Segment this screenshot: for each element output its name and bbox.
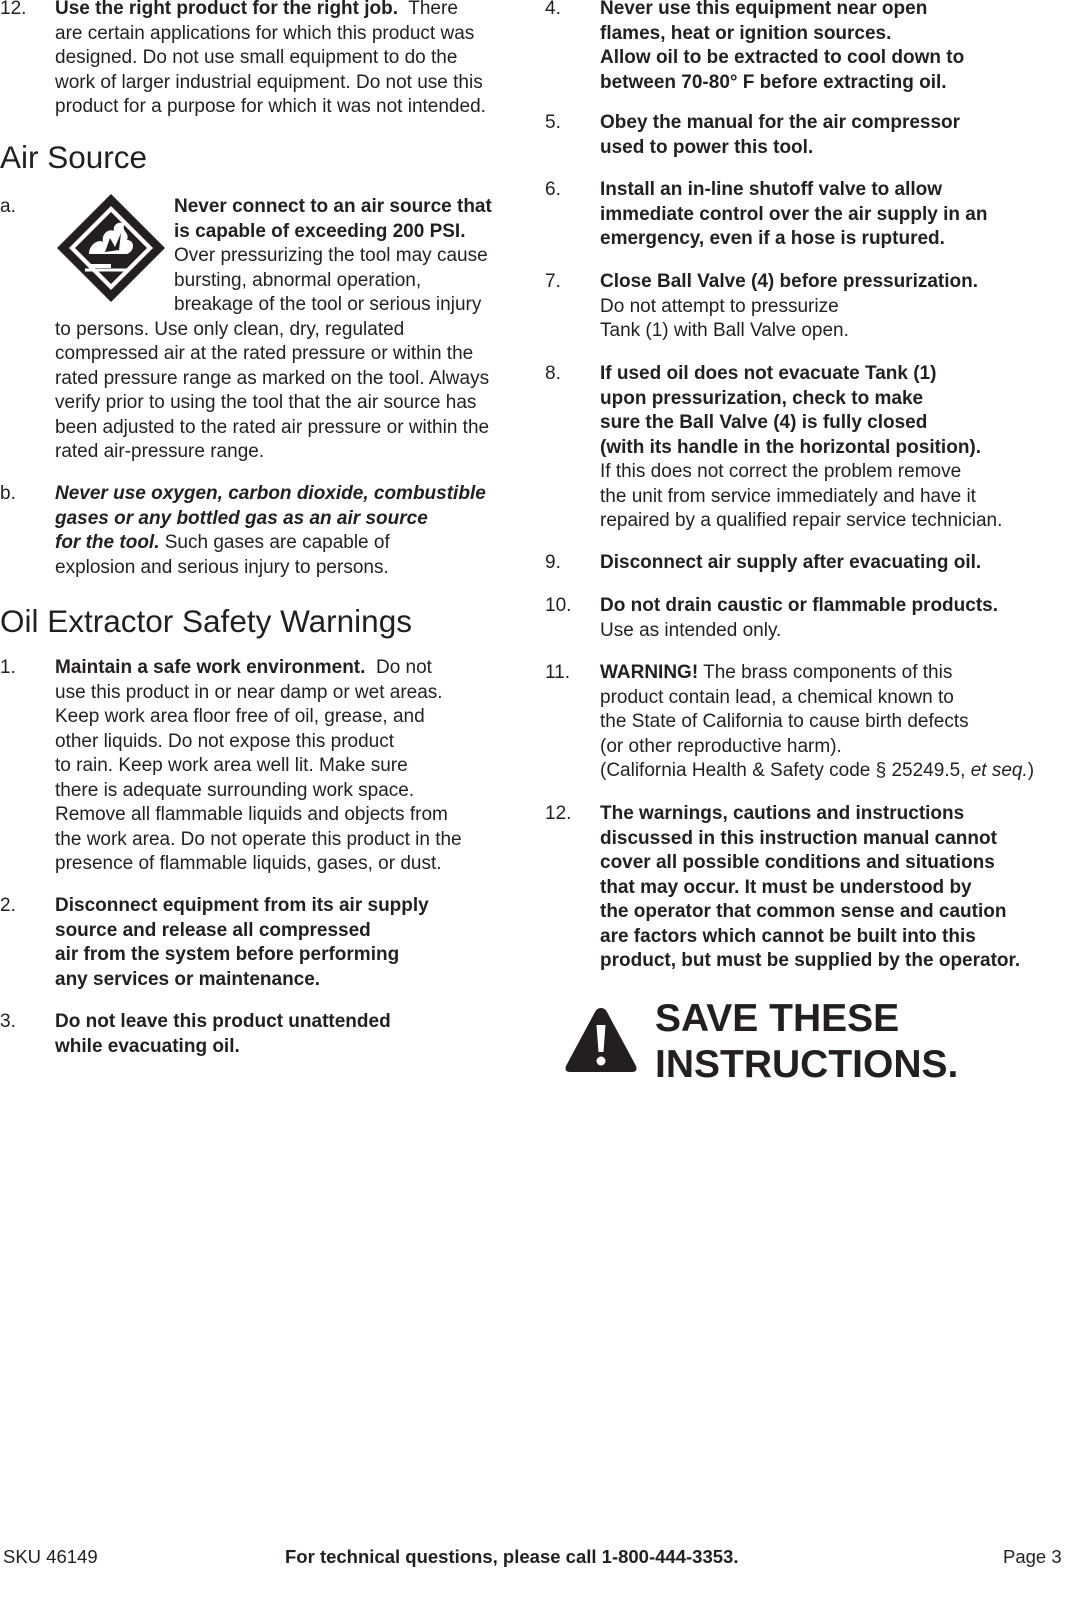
air-source-item-b: b. Never use oxygen, carbon dioxide, combustible gases or any bottled gas as an air source for the tool. Such gases are capable of explosion and serious injury to persons. bbox=[0, 483, 486, 578]
item-number: 7. bbox=[545, 271, 561, 292]
air-source-heading: Air Source bbox=[0, 139, 148, 175]
item-number: 12. bbox=[545, 803, 572, 824]
oil-item-7: 7. Close Ball Valve (4) before pressurization. Do not attempt to pressurize Tank (1) with Ball Valve open. bbox=[545, 271, 979, 341]
item-number: 12. bbox=[0, 0, 27, 19]
item-number: 10. bbox=[545, 595, 572, 616]
flammable-gas-icon bbox=[55, 192, 167, 304]
oil-item-5: 5. Obey the manual for the air compressor used to power this tool. bbox=[545, 112, 961, 158]
oil-item-6: 6. Install an in-line shutoff valve to allow immediate control over the air supply in an emergency, even if a hose is ruptured. bbox=[545, 179, 988, 249]
oil-item-1: 1. Maintain a safe work environment. Do not use this product in or near damp or wet areas. Keep work area floor free of oil, grease, and other liquids. Do not expose this product to rain. Keep work area well lit. Make sure there is adequate surrounding work space. Remove all flammable liquids and objects from the work area. Do not operate this product in the presence of flammable liquids, gases, or dust. bbox=[0, 657, 462, 874]
item-12-right-product: 12. Use the right product for the right job. There are certain applications for which this product was designed. Do not use small equipment to do the work of larger industrial equipment. Do not use this product for a purpose for which it was not intended. bbox=[0, 0, 535, 120]
oil-item-9: 9. Disconnect air supply after evacuating oil. bbox=[545, 551, 1085, 576]
footer-tech-support: For technical questions, please call 1-800-444-3353. bbox=[285, 1546, 739, 1567]
oil-item-12: 12. The warnings, cautions and instructions discussed in this instruction manual cannot cover all possible conditions and situations that may occur. It must be understood by the operator that common sense and caution are factors which cannot be built into this product, but must be supplied by the operator. bbox=[545, 803, 1021, 971]
oil-extractor-heading: Oil Extractor Safety Warnings bbox=[0, 603, 412, 639]
item-number: 8. bbox=[545, 363, 561, 384]
air-source-a-text-top: Never connect to an air source that is capable of exceeding 200 PSI. Over pressurizing the tool may cause bursting, abnormal operation, breakage of the tool or serious injury bbox=[174, 196, 492, 315]
item-letter: b. bbox=[0, 483, 16, 504]
item-number: 3. bbox=[0, 1011, 16, 1032]
oil-item-2: 2. Disconnect equipment from its air supply source and release all compressed air from the system before performing any services or maintenance. bbox=[0, 895, 429, 990]
save-instructions-title: SAVE THESE INSTRUCTIONS. bbox=[655, 997, 959, 1086]
item-number: 11. bbox=[545, 662, 571, 683]
oil-item-4: 4. Never use this equipment near open flames, heat or ignition sources. Allow oil to be extracted to cool down to between 70-80° F before extracting oil. bbox=[545, 0, 1085, 95]
footer-sku: SKU 46149 bbox=[3, 1546, 98, 1567]
air-source-a-text-bottom: to persons. Use only clean, dry, regulated compressed air at the rated pressure or within the rated pressure range as marked on the tool. Always verify prior to using the tool that the air source has been adjusted to the rated air pressure or within the rated air-pressure range. bbox=[55, 318, 490, 462]
item-number: 4. bbox=[545, 0, 561, 19]
oil-item-8: 8. If used oil does not evacuate Tank (1) upon pressurization, check to make sure the Ball Valve (4) is fully closed (with its handle in the horizontal position). If this does not correct the problem remove the unit from service immediately and have it repaired by a qualified repair service technician. bbox=[545, 363, 1003, 531]
item-letter: a. bbox=[0, 196, 16, 217]
warning-triangle-icon bbox=[563, 1005, 639, 1075]
oil-item-10: 10. Do not drain caustic or flammable products. Use as intended only. bbox=[545, 595, 999, 641]
oil-item-3: 3. Do not leave this product unattended while evacuating oil. bbox=[0, 1011, 391, 1057]
footer-page-number: Page 3 bbox=[1003, 1546, 1062, 1567]
oil-item-11: 11. WARNING! The brass components of this product contain lead, a chemical known to the State of California to cause birth defects (or other reproductive harm). (California Health & Safety code § 25249.5, et seq.) bbox=[545, 662, 1035, 781]
item-number: 6. bbox=[545, 179, 561, 200]
item-number: 1. bbox=[0, 657, 16, 678]
item-number: 9. bbox=[545, 552, 561, 573]
item-number: 2. bbox=[0, 895, 16, 916]
item-number: 5. bbox=[545, 112, 561, 133]
